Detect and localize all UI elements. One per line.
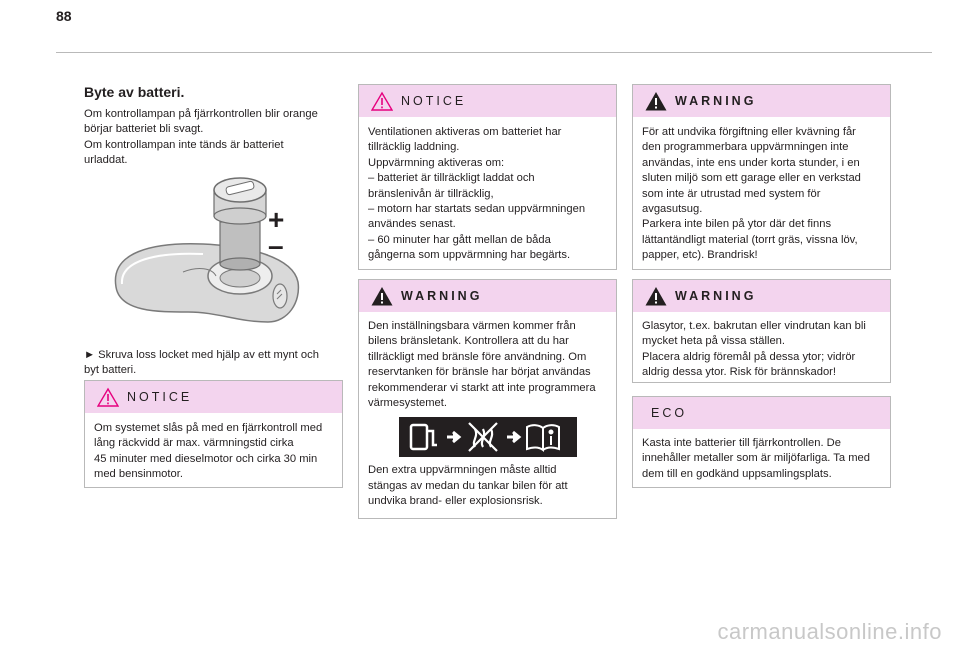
notice-icon [371,91,393,111]
warning-text-after: Den extra uppvärmningen måste alltid stängas av medan du tankar bilen för att undvika brand- eller explosionsrisk. [368,464,568,508]
header-rule [56,52,932,53]
notice-text: Om systemet slås på med en fjärrkontroll med lång räckvidd är max. värmningstid cirka 45 minuter med dieselmotor och cirka 30 min med bensinmotor. [94,422,323,481]
heating-off-icon [469,423,497,451]
warning-title: WARNING [675,289,757,303]
notice-header [359,85,616,117]
warning-box-fuel [358,279,617,519]
eco-title: ECO [651,406,688,420]
battery-illustration [108,172,308,340]
notice-title: NOTICE [401,94,467,108]
warning-header [633,85,890,117]
warning-text: Glasytor, t.ex. bakrutan eller vindrutan kan bli mycket heta på vissa ställen. Placera aldrig föremål på dessa ytor; vidrör aldrig dessa ytor. Risk för brännskador! [642,320,866,379]
arrow-icon [447,432,459,442]
warning-title: WARNING [401,289,483,303]
warning-text: För att undvika förgiftning eller kvävning får den programmerbara uppvärmningen inte användas, inte ens under korta stunder, i en sluten miljö som ett garage eller en verkstad som inte är utrustad med system för avgasutsug. Parkera inte bilen på ytor där det finns lättantändligt material (torrt gräs, vissna löv, papper, etc). Brandrisk! [642,126,861,262]
eco-box [632,396,891,488]
eco-text: Kasta inte batterier till fjärrkontrollen. De innehåller metaller som är miljöfarliga. Ta med dem till en godkänd uppsamlingsplats. [642,437,870,480]
minus-sign: – [268,230,284,261]
warning-box-glass [632,279,891,383]
fuel-pump-icon [411,425,437,449]
section-heading: Byte av batteri. [84,84,185,100]
notice-text: Ventilationen aktiveras om batteriet har tillräcklig laddning. Uppvärmning aktiveras om: – batteriet är tillräckligt laddat och bränslenivån är tillräcklig, – motorn har startats sedan uppvärmningen användes senast. – 60 minuter har gått mellan de båda gångerna som uppvärmning har begärts. [368,126,586,262]
warning-icon [645,91,667,111]
battery-intro-text: Om kontrollampan på fjärrkontrollen blir orange börjar batteriet bli svagt. Om kontrollampan inte tänds är batteriet urladdat. [84,108,318,167]
notice-icon [97,387,119,407]
warning-text: Den inställningsbara värmen kommer från bilens bränsletank. Kontrollera att du har tillräckligt med bränsle före användning. Om reservtanken för bränsle har börjat användas rekommenderar vi starkt att inte programmera värmesystemet. [368,320,596,410]
notice-header [85,381,342,413]
eco-header [633,397,890,429]
warning-box-poisoning [632,84,891,270]
warning-icon [645,286,667,306]
notice-title: NOTICE [127,390,193,404]
manual-info-icon [527,426,559,451]
arrow-icon [507,432,519,442]
plus-sign: + [268,204,285,235]
warning-header [633,280,890,312]
warning-header [359,280,616,312]
notice-box-ventilation [358,84,617,270]
battery-instruction: ► Skruva loss locket med hjälp av ett mynt och byt batteri. [84,349,319,377]
page-number: 88 [56,8,72,24]
warning-title: WARNING [675,94,757,108]
notice-box-remote-range [84,380,343,488]
watermark: carmanualsonline.info [717,619,942,644]
refuel-pictogram [399,417,577,457]
warning-icon [371,286,393,306]
